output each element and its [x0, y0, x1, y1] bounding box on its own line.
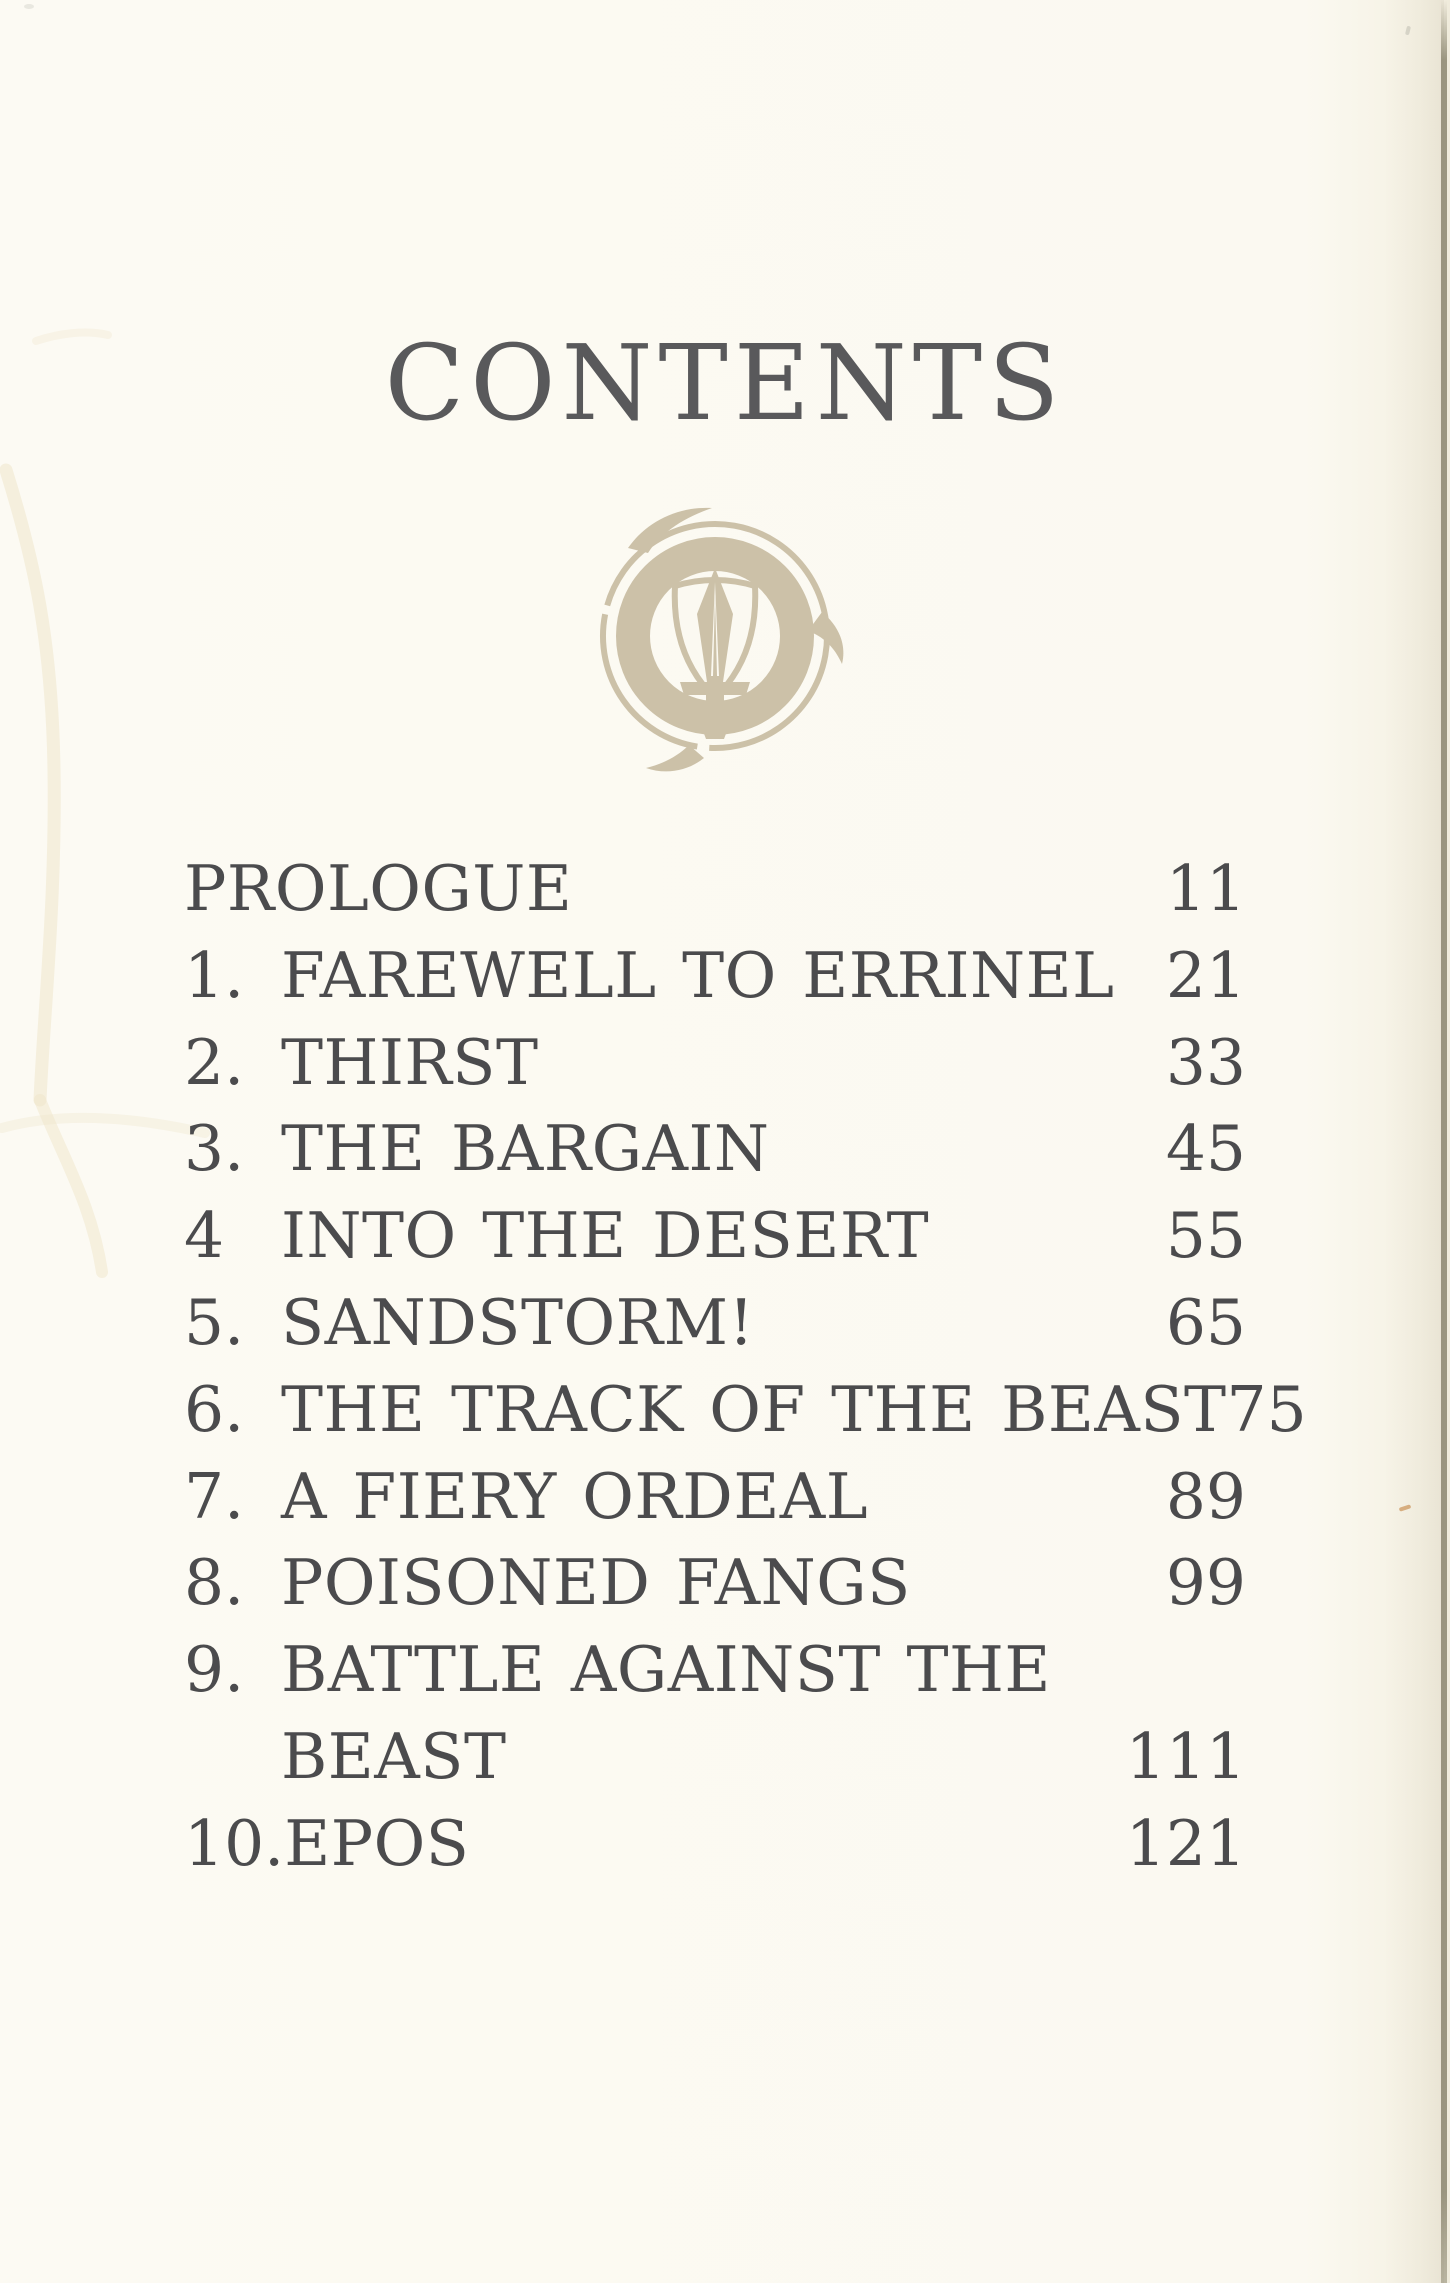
toc-entry-number: 4: [184, 1199, 225, 1273]
toc-row: [184, 846, 1246, 933]
toc-entry-number: 6.: [184, 1372, 245, 1446]
paper-speck: [24, 4, 34, 9]
toc-entry-page: 121: [1125, 1806, 1246, 1880]
toc-entry-title: FAREWELL TO ERRINEL: [281, 938, 1115, 1012]
toc-entry-title: A FIERY ORDEAL: [281, 1459, 869, 1533]
toc-entry-title: POISONED FANGS: [281, 1546, 911, 1620]
toc-entry-page: 99: [1165, 1546, 1246, 1620]
toc-row: [184, 1801, 1246, 1888]
toc-entry-number: 2.: [184, 1025, 245, 1099]
toc-row: [184, 1714, 1246, 1801]
page-title: CONTENTS: [384, 322, 1066, 444]
toc-row: [184, 1454, 1246, 1541]
toc-entry-page: 89: [1165, 1459, 1246, 1533]
toc-entry-number: 5.: [184, 1285, 245, 1359]
toc-entry-title: THE TRACK OF THE BEAST: [281, 1372, 1227, 1446]
toc-entry-title: INTO THE DESERT: [281, 1199, 930, 1273]
toc-row: [184, 1280, 1246, 1367]
toc-entry-page: 65: [1165, 1285, 1246, 1359]
toc-list: [184, 846, 1307, 1888]
toc-row: [184, 1193, 1246, 1280]
toc-row: [184, 1106, 1246, 1193]
toc-entry-page: 45: [1165, 1112, 1246, 1186]
toc-entry-number: 1.: [184, 938, 245, 1012]
toc-entry-title: PROLOGUE: [184, 852, 573, 925]
toc-entry-page: 33: [1165, 1025, 1246, 1099]
toc-entry-number: 10.: [184, 1806, 285, 1880]
toc-entry-page: 75: [1226, 1372, 1307, 1446]
toc-row: [184, 1020, 1246, 1107]
toc-entry-page: 21: [1165, 938, 1246, 1012]
toc-entry-title: EPOS: [284, 1806, 470, 1880]
toc-entry-title: SANDSTORM!: [281, 1285, 755, 1359]
toc-entry-title: THIRST: [281, 1025, 539, 1099]
toc-entry-page: 55: [1165, 1199, 1246, 1273]
toc-entry-number: 7.: [184, 1459, 245, 1533]
toc-entry-page: 11: [1165, 852, 1246, 925]
shield-and-sword-emblem-icon: [570, 486, 860, 786]
toc-row: [184, 1540, 1246, 1627]
toc-entry-title: BEAST: [281, 1719, 507, 1793]
toc-entry-title: THE BARGAIN: [281, 1112, 770, 1186]
toc-entry-number: 8.: [184, 1546, 245, 1620]
toc-entry-number: 9.: [184, 1633, 245, 1707]
toc-entry-page: 111: [1125, 1719, 1246, 1793]
toc-entry-number: 3.: [184, 1112, 245, 1186]
toc-row: [184, 1627, 1246, 1714]
toc-row: [184, 933, 1246, 1020]
toc-entry-title: BATTLE AGAINST THE: [281, 1633, 1051, 1707]
toc-row: [184, 1367, 1307, 1454]
